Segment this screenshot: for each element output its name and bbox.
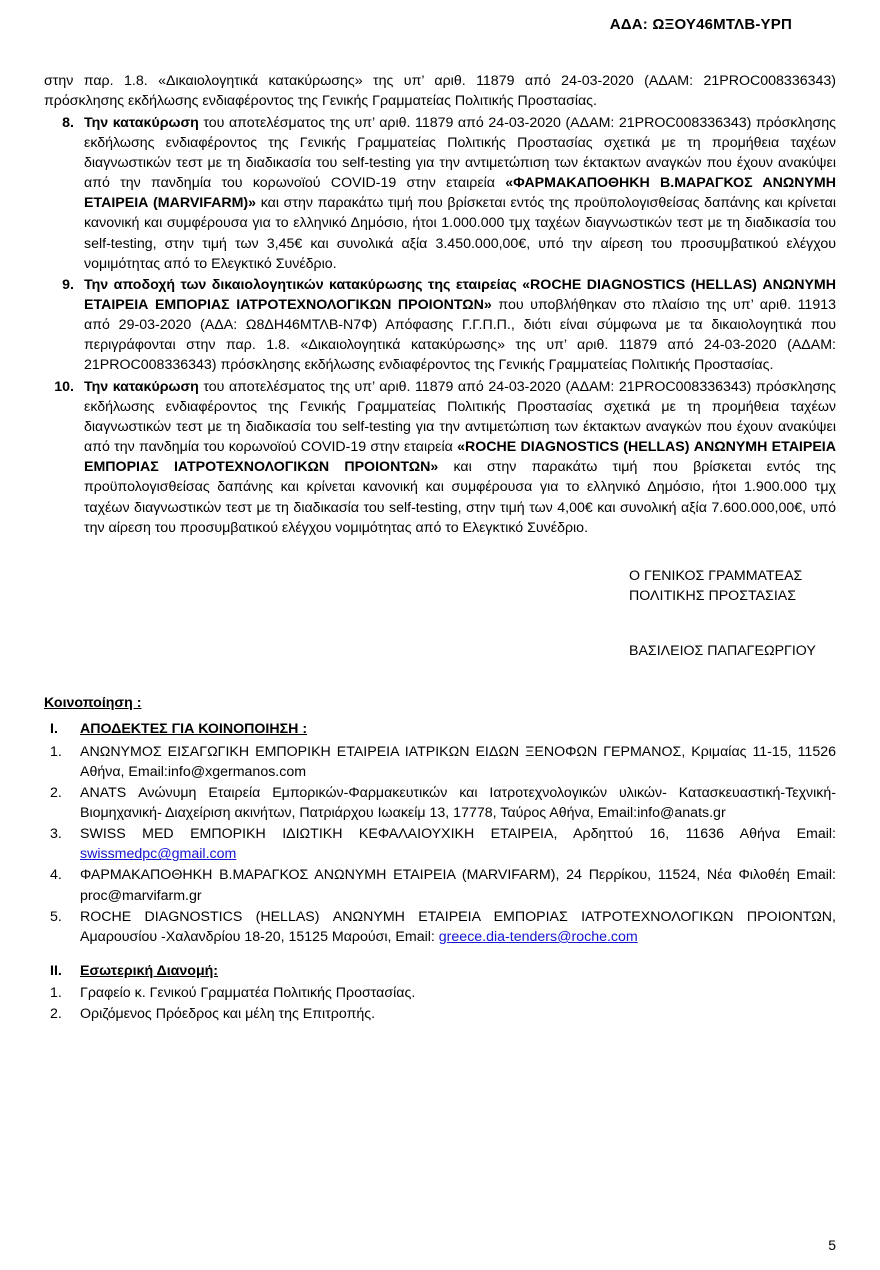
document-body [44, 71, 836, 1024]
intro-line-b: «Δικαιολογητικά κατακύρωσης» της υπ’ αριθ. 11879 από 24-03-2020 (ΑΔΑΜ: 21PROC008336343) πρόσκλησης εκδήλωσης ενδιαφέροντος της Γενικής Γραμματείας Πολιτικής Προστασίας. [44, 73, 836, 110]
email-link[interactable]: greece.dia-tenders@roche.com [438, 928, 638, 945]
recipient-text: ΦΑΡΜΑΚΑΠΟΘΗΚΗ Β.ΜΑΡΑΓΚΟΣ ΑΝΩΝΥΜΗ ΕΤΑΙΡΕΙΑ (MARVIFARM), 24 Περρίκου, 11524, Νέα Φιλοθέη Email: proc@marvifarm.gr [80, 867, 836, 904]
signature-title [44, 566, 836, 607]
list-item [44, 824, 836, 864]
email-link[interactable]: swissmedpc@gmail.com [80, 846, 237, 863]
list-item-text-1: του αποτελέσματος της υπ’ αριθ. 11879 από 24-03-2020 (ΑΔΑΜ: 21PROC008336343) πρόσκλησης εκδήλωσης ενδιαφέροντος της Γενικής Γραμματείας Πολιτικής Προστασίας σχετικά με τη προμήθεια ταχέων διαγνωστικών τεστ με τη διαδικασία του self-testing για την αντιμετώπιση των έκτακτων αναγκών που έχουν ανακύψει από την πανδημία του κορωνοϊού COVID-19 στην εταιρεία [84, 114, 836, 192]
section-marker: I. [50, 721, 58, 738]
list-item-bold-lead: Την αποδοχή των δικαιολογητικών κατακύρωσης της εταιρείας «ROCHE DIAGNOSTICS (HELLAS) ΑΝΩΝΥΜΗ ΕΤΑΙΡΕΙΑ ΕΜΠΟΡΙΑΣ ΙΑΤΡΟΤΕΧΝΟΛΟΓΙΚΩΝ ΠΡΟΙΟΝΤΩΝ» [84, 276, 836, 314]
list-item [44, 1004, 836, 1024]
list-item [44, 983, 836, 1003]
list-item [44, 907, 836, 947]
notification-section-1 [44, 719, 836, 947]
list-item [44, 865, 836, 905]
ada-header: ΑΔΑ: ΩΞΟΥ46ΜΤΛΒ-ΥΡΠ [609, 16, 792, 33]
list-item-bold-lead: Την κατακύρωση [84, 114, 199, 131]
notification-title: Κοινοποίηση : [44, 695, 142, 712]
list-item-text-1: του αποτελέσματος της υπ’ αριθ. 11879 από 24-03-2020 (ΑΔΑΜ: 21PROC008336343) πρόσκλησης εκδήλωσης ενδιαφέροντος της Γενικής Γραμματείας Πολιτικής Προστασίας σχετικά με τη προμήθεια ταχέων διαγνωστικών τεστ με τη διαδικασία του self-testing για την αντιμετώπιση των έκτακτων αναγκών που έχουν ανακύψει από την πανδημία του κορωνοϊού COVID-19 στην εταιρεία [84, 378, 836, 456]
list-item-body [84, 275, 836, 376]
list-item-marker: 1. [50, 985, 62, 1002]
list-item-marker: 5. [50, 908, 62, 925]
list-item [44, 783, 836, 823]
signature-title-line-2: ΠΟΛΙΤΙΚΗΣ ΠΡΟΣΤΑΣΙΑΣ [629, 588, 797, 605]
notification-section-2 [44, 961, 836, 1024]
recipient-text: ΑΝΩΝΥΜΟΣ ΕΙΣΑΓΩΓΙΚΗ ΕΜΠΟΡΙΚΗ ΕΤΑΙΡΕΙΑ ΙΑΤΡΙΚΩΝ ΕΙΔΩΝ ΞΕΝΟΦΩΝ ΓΕΡΜΑΝΟΣ, Κριμαίας 11-15, 11526 Αθήνα, Email:info@xgermanos.com [80, 743, 836, 780]
notification-section-heading [44, 719, 836, 739]
recipient-text: ΑΝΑΤS Ανώνυμη Εταιρεία Εμπορικών-Φαρμακευτικών και Ιατροτεχνολογικών υλικών- Κατασκευαστική-Τεχνική-Βιομηχανική- Διαχείριση ακινήτων, Πατριάρχου Ιωακείμ 13, 17778, Ταύρος Αθήνα, Email:info@anats.gr [80, 784, 836, 822]
list-item-marker: 8. [62, 114, 74, 131]
intro-paragraph [44, 71, 836, 111]
list-item-bold-lead: Την κατακύρωση [84, 378, 199, 395]
recipient-list [44, 742, 836, 948]
list-item-marker: 2. [50, 1006, 62, 1023]
list-item-company: «ΦΑΡΜΑΚΑΠΟΘΗΚΗ Β.ΜΑΡΑΓΚΟΣ ΑΝΩΝΥΜΗ ΕΤΑΙΡΕΙΑ (MARVIFARM)» [84, 175, 836, 212]
list-item-company: «ROCHE DIAGNOSTICS (HELLAS) ΑΝΩΝΥΜΗ ΕΤΑΙΡΕΙΑ ΕΜΠΟΡΙΑΣ ΙΑΤΡΟΤΕΧΝΟΛΟΓΙΚΩΝ ΠΡΟΙΟΝΤΩΝ» [84, 439, 836, 476]
list-item-text-2: και στην παρακάτω τιμή που βρίσκεται εντός της προϋπολογισθείσας δαπάνης και κρίνεται κανονική και συμφέρουσα για το ελληνικό Δημόσιο, ήτοι 1.900.000 τμχ ταχέων διαγνωστικών τεστ με τη διαδικασία του self-testing, στην τιμή των 4,00€ και συνολική αξία 7.600.000,00€, υπό την αίρεση του προσυμβατικού ελέγχου νομιμότητας από το Ελεγκτικό Συνέδριο. [84, 459, 836, 536]
list-item-text-2: και στην παρακάτω τιμή που βρίσκεται εντός της προϋπολογισθείσας δαπάνης και κρίνεται κανονική και συμφέρουσα για το ελληνικό Δημόσιο, ήτοι 1.000.000 τμχ ταχέων διαγνωστικών τεστ με τη διαδικασία του self-testing, στην τιμή των 3,45€ και συνολικά αξία 3.450.000,00€, υπό την αίρεση του προσυμβατικού ελέγχου νομιμότητας από το Ελεγκτικό Συνέδριο. [84, 195, 836, 272]
list-item-text: Γραφείο κ. Γενικού Γραμματέα Πολιτικής Προστασίας. [80, 985, 416, 1002]
numbered-list [44, 113, 836, 538]
list-item-marker: 10. [54, 378, 74, 395]
list-item-text: Οριζόμενος Πρόεδρος και μέλη της Επιτροπής. [80, 1006, 376, 1023]
section-marker: II. [50, 963, 62, 980]
list-item-marker: 1. [50, 743, 62, 760]
list-item-marker: 3. [50, 826, 62, 843]
list-item-text [80, 783, 836, 823]
list-item [44, 275, 836, 376]
list-item-text [80, 742, 836, 782]
internal-distribution-list [44, 983, 836, 1024]
list-item-text-1: που υποβλήθηκαν στο πλαίσιο της υπ’ αριθ. 11913 από 29-03-2020 (ΑΔΑ: Ω8ΔΗ46ΜΤΛΒ-Ν7Φ) Απόφασης Γ.Γ.Π.Π., διότι είναι σύμφωνα με τα δικαιολογητικά που περιγράφονται στην παρ. 1.8. «Δικαιολογητικά κατακύρωσης» της υπ’ αριθ. 11879 από 24-03-2020 (ΑΔΑΜ: 21PROC008336343) πρόσκλησης εκδήλωσης ενδιαφέροντος της Γενικής Γραμματείας Πολιτικής Προστασίας. [84, 297, 836, 374]
signature-title-line-1: Ο ΓΕΝΙΚΟΣ ΓΡΑΜΜΑΤΕΑΣ [629, 567, 803, 584]
signature-name: ΒΑΣΙΛΕΙΟΣ ΠΑΠΑΓΕΩΡΓΙΟΥ [629, 643, 816, 660]
list-item [44, 377, 836, 538]
list-item-body [84, 113, 836, 274]
page-number: 5 [828, 1237, 836, 1254]
list-item-text [80, 824, 836, 864]
list-item [44, 742, 836, 782]
intro-line-a: στην παρ. 1.8. [44, 73, 148, 90]
recipient-text: SWISS MED ΕΜΠΟΡΙΚΗ ΙΔΙΩΤΙΚΗ ΚΕΦΑΛΑΙΟΥΧΙΚΗ ΕΤΑΙΡΕΙΑ, Αρδηττού 16, 11636 Αθήνα Email: [80, 826, 836, 843]
list-item [44, 113, 836, 274]
list-item-marker: 2. [50, 784, 62, 801]
list-item-text [80, 907, 836, 947]
list-item-text [80, 865, 836, 905]
list-item-body [84, 377, 836, 538]
list-item-marker: 9. [62, 276, 74, 293]
recipient-text: ROCHE DIAGNOSTICS (HELLAS) ΑΝΩΝΥΜΗ ΕΤΑΙΡΕΙΑ ΕΜΠΟΡΙΑΣ ΙΑΤΡΟΤΕΧΝΟΛΟΓΙΚΩΝ ΠΡΟΙΟΝΤΩΝ, Αμαρουσίου -Χαλανδρίου 18-20, 15125 Μαρούσι, Email: [80, 908, 836, 945]
notification-section-heading [44, 961, 836, 981]
list-item-marker: 4. [50, 867, 62, 884]
section-label: ΑΠΟΔΕΚΤΕΣ ΓΙΑ ΚΟΙΝΟΠΟΙΗΣΗ : [80, 721, 308, 738]
section-label: Εσωτερική Διανομή: [80, 963, 219, 980]
